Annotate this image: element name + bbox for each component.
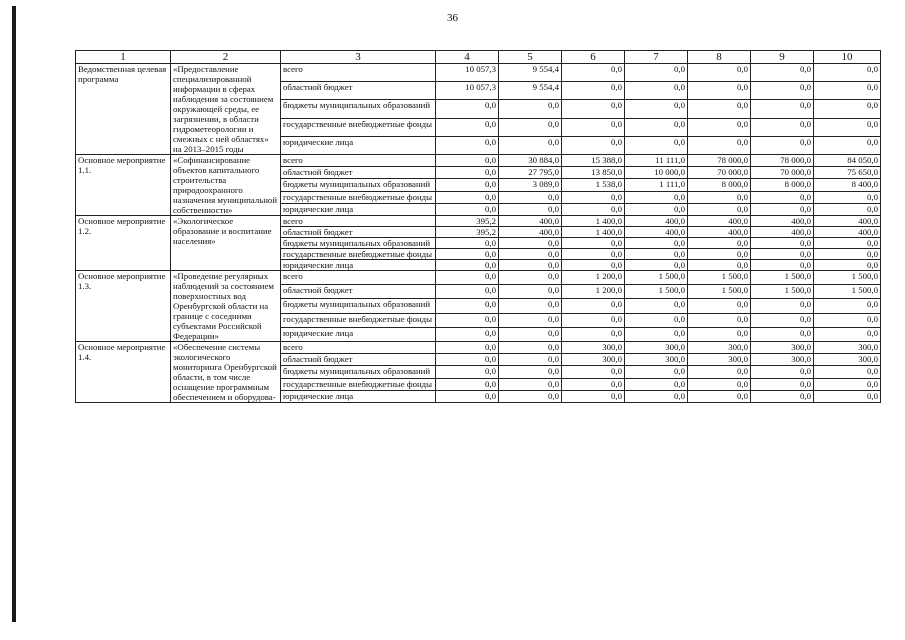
amount-cell: 0,0 — [562, 378, 625, 390]
amount-cell: 11 111,0 — [625, 155, 688, 167]
amount-cell: 300,0 — [814, 354, 881, 366]
amount-cell: 0,0 — [625, 82, 688, 100]
scan-edge-mark — [12, 6, 16, 622]
amount-cell: 0,0 — [625, 390, 688, 402]
amount-cell: 0,0 — [562, 238, 625, 249]
funding-source-cell: областной бюджет — [281, 167, 436, 179]
funding-source-cell: юридические лица — [281, 260, 436, 271]
amount-cell: 10 000,0 — [625, 167, 688, 179]
amount-cell: 300,0 — [562, 342, 625, 354]
amount-cell: 0,0 — [436, 249, 499, 260]
amount-cell: 0,0 — [499, 260, 562, 271]
amount-cell: 78 000,0 — [751, 155, 814, 167]
funding-source-cell: областной бюджет — [281, 354, 436, 366]
amount-cell: 0,0 — [625, 100, 688, 118]
amount-cell: 0,0 — [814, 82, 881, 100]
amount-cell: 0,0 — [499, 299, 562, 313]
amount-cell: 300,0 — [814, 342, 881, 354]
amount-cell: 0,0 — [688, 82, 751, 100]
amount-cell: 0,0 — [499, 249, 562, 260]
funding-source-cell: бюджеты муниципальных образований — [281, 299, 436, 313]
program-type-cell: Ведомственная целевая программа — [76, 64, 171, 155]
amount-cell: 0,0 — [625, 118, 688, 136]
column-header: 10 — [814, 51, 881, 64]
funding-source-cell: юридические лица — [281, 327, 436, 341]
funding-source-cell: государственные внебюджетные фонды — [281, 191, 436, 203]
amount-cell: 0,0 — [688, 191, 751, 203]
amount-cell: 0,0 — [814, 191, 881, 203]
amount-cell: 0,0 — [625, 203, 688, 215]
column-header: 6 — [562, 51, 625, 64]
amount-cell: 0,0 — [751, 299, 814, 313]
program-type-cell: Основное мероприятие 1.1. — [76, 155, 171, 216]
amount-cell: 0,0 — [625, 249, 688, 260]
program-name-cell: «Проведение регулярных наблюдений за состоянием поверхностных вод Оренбургской области на границе с соседними субъектами Российской Федерации» — [171, 271, 281, 342]
amount-cell: 0,0 — [625, 191, 688, 203]
amount-cell: 1 111,0 — [625, 179, 688, 191]
amount-cell: 8 000,0 — [688, 179, 751, 191]
amount-cell: 0,0 — [751, 191, 814, 203]
amount-cell: 0,0 — [688, 299, 751, 313]
amount-cell: 0,0 — [751, 327, 814, 341]
amount-cell: 0,0 — [436, 118, 499, 136]
table-row — [76, 216, 881, 227]
amount-cell: 0,0 — [751, 378, 814, 390]
amount-cell: 0,0 — [814, 390, 881, 402]
amount-cell: 0,0 — [436, 238, 499, 249]
amount-cell: 0,0 — [814, 313, 881, 327]
funding-source-cell: государственные внебюджетные фонды — [281, 313, 436, 327]
amount-cell: 3 089,0 — [499, 179, 562, 191]
amount-cell: 300,0 — [625, 354, 688, 366]
column-header: 4 — [436, 51, 499, 64]
amount-cell: 0,0 — [436, 299, 499, 313]
program-type-cell: Основное мероприятие 1.4. — [76, 342, 171, 403]
amount-cell: 9 554,4 — [499, 82, 562, 100]
amount-cell: 0,0 — [436, 378, 499, 390]
amount-cell: 0,0 — [814, 249, 881, 260]
funding-source-cell: всего — [281, 342, 436, 354]
program-name-cell: «Экологическое образование и воспитание населения» — [171, 216, 281, 271]
amount-cell: 0,0 — [436, 366, 499, 378]
amount-cell: 0,0 — [562, 366, 625, 378]
amount-cell: 1 200,0 — [562, 285, 625, 299]
amount-cell: 1 200,0 — [562, 271, 625, 285]
amount-cell: 0,0 — [436, 271, 499, 285]
amount-cell: 0,0 — [688, 378, 751, 390]
amount-cell: 13 850,0 — [562, 167, 625, 179]
amount-cell: 0,0 — [499, 390, 562, 402]
amount-cell: 300,0 — [625, 342, 688, 354]
amount-cell: 0,0 — [814, 366, 881, 378]
amount-cell: 0,0 — [751, 366, 814, 378]
amount-cell: 0,0 — [499, 285, 562, 299]
amount-cell: 0,0 — [751, 64, 814, 82]
amount-cell: 0,0 — [625, 299, 688, 313]
amount-cell: 1 538,0 — [562, 179, 625, 191]
budget-table-body — [76, 51, 881, 403]
amount-cell: 0,0 — [562, 390, 625, 402]
amount-cell: 0,0 — [688, 327, 751, 341]
amount-cell: 300,0 — [688, 354, 751, 366]
amount-cell: 1 500,0 — [688, 271, 751, 285]
column-header: 2 — [171, 51, 281, 64]
amount-cell: 0,0 — [625, 366, 688, 378]
column-header: 1 — [76, 51, 171, 64]
amount-cell: 1 400,0 — [562, 216, 625, 227]
amount-cell: 0,0 — [562, 136, 625, 154]
amount-cell: 400,0 — [688, 216, 751, 227]
amount-cell: 0,0 — [436, 285, 499, 299]
amount-cell: 1 500,0 — [625, 285, 688, 299]
amount-cell: 0,0 — [688, 64, 751, 82]
amount-cell: 15 388,0 — [562, 155, 625, 167]
amount-cell: 0,0 — [499, 100, 562, 118]
amount-cell: 0,0 — [625, 327, 688, 341]
amount-cell: 0,0 — [814, 203, 881, 215]
amount-cell: 0,0 — [751, 313, 814, 327]
amount-cell: 0,0 — [751, 136, 814, 154]
amount-cell: 0,0 — [751, 260, 814, 271]
amount-cell: 0,0 — [499, 313, 562, 327]
amount-cell: 0,0 — [562, 327, 625, 341]
funding-source-cell: областной бюджет — [281, 82, 436, 100]
amount-cell: 0,0 — [562, 249, 625, 260]
amount-cell: 300,0 — [751, 354, 814, 366]
program-type-cell: Основное мероприятие 1.2. — [76, 216, 171, 271]
amount-cell: 0,0 — [751, 82, 814, 100]
amount-cell: 1 400,0 — [562, 227, 625, 238]
funding-source-cell: бюджеты муниципальных образований — [281, 238, 436, 249]
amount-cell: 0,0 — [436, 342, 499, 354]
amount-cell: 0,0 — [751, 390, 814, 402]
column-header: 3 — [281, 51, 436, 64]
amount-cell: 0,0 — [436, 100, 499, 118]
amount-cell: 0,0 — [814, 64, 881, 82]
funding-source-cell: всего — [281, 155, 436, 167]
amount-cell: 0,0 — [688, 249, 751, 260]
amount-cell: 27 795,0 — [499, 167, 562, 179]
amount-cell: 78 000,0 — [688, 155, 751, 167]
funding-source-cell: государственные внебюджетные фонды — [281, 249, 436, 260]
amount-cell: 0,0 — [688, 118, 751, 136]
column-header: 5 — [499, 51, 562, 64]
amount-cell: 0,0 — [562, 100, 625, 118]
amount-cell: 0,0 — [814, 136, 881, 154]
table-row — [76, 155, 881, 167]
amount-cell: 300,0 — [688, 342, 751, 354]
amount-cell: 0,0 — [688, 260, 751, 271]
amount-cell: 0,0 — [499, 378, 562, 390]
amount-cell: 0,0 — [751, 238, 814, 249]
amount-cell: 0,0 — [562, 299, 625, 313]
program-name-cell: «Предоставление специализированной информации в сферах наблюдения за состоянием окружающей среды, ее загрязнении, в области гидрометеорологии и смежных с ней областях» на 2013–2015 годы — [171, 64, 281, 155]
amount-cell: 8 400,0 — [814, 179, 881, 191]
funding-source-cell: областной бюджет — [281, 285, 436, 299]
amount-cell: 0,0 — [499, 136, 562, 154]
amount-cell: 84 050,0 — [814, 155, 881, 167]
amount-cell: 0,0 — [688, 313, 751, 327]
amount-cell: 0,0 — [562, 118, 625, 136]
amount-cell: 0,0 — [688, 100, 751, 118]
amount-cell: 0,0 — [625, 313, 688, 327]
amount-cell: 0,0 — [625, 64, 688, 82]
amount-cell: 0,0 — [751, 203, 814, 215]
amount-cell: 0,0 — [436, 313, 499, 327]
amount-cell: 0,0 — [625, 378, 688, 390]
amount-cell: 0,0 — [562, 313, 625, 327]
amount-cell: 300,0 — [562, 354, 625, 366]
amount-cell: 0,0 — [436, 327, 499, 341]
amount-cell: 300,0 — [751, 342, 814, 354]
amount-cell: 400,0 — [814, 216, 881, 227]
amount-cell: 75 650,0 — [814, 167, 881, 179]
funding-source-cell: всего — [281, 64, 436, 82]
amount-cell: 395,2 — [436, 216, 499, 227]
amount-cell: 0,0 — [625, 238, 688, 249]
amount-cell: 0,0 — [688, 203, 751, 215]
amount-cell: 0,0 — [688, 136, 751, 154]
amount-cell: 1 500,0 — [688, 285, 751, 299]
column-header: 8 — [688, 51, 751, 64]
amount-cell: 0,0 — [814, 299, 881, 313]
amount-cell: 0,0 — [436, 191, 499, 203]
funding-source-cell: всего — [281, 216, 436, 227]
amount-cell: 0,0 — [499, 238, 562, 249]
funding-source-cell: юридические лица — [281, 390, 436, 402]
amount-cell: 400,0 — [625, 216, 688, 227]
amount-cell: 0,0 — [751, 100, 814, 118]
funding-source-cell: областной бюджет — [281, 227, 436, 238]
amount-cell: 0,0 — [499, 342, 562, 354]
amount-cell: 0,0 — [688, 238, 751, 249]
amount-cell: 70 000,0 — [751, 167, 814, 179]
amount-cell: 0,0 — [436, 354, 499, 366]
amount-cell: 0,0 — [562, 82, 625, 100]
program-name-cell: «Софинансирование объектов капитального строительства природоохранного назначения муниципальной собственности» — [171, 155, 281, 216]
amount-cell: 400,0 — [814, 227, 881, 238]
page-number: 36 — [447, 12, 458, 24]
amount-cell: 400,0 — [499, 216, 562, 227]
amount-cell: 0,0 — [814, 118, 881, 136]
amount-cell: 8 000,0 — [751, 179, 814, 191]
funding-source-cell: бюджеты муниципальных образований — [281, 100, 436, 118]
amount-cell: 0,0 — [499, 366, 562, 378]
table-row — [76, 64, 881, 82]
amount-cell: 0,0 — [814, 100, 881, 118]
program-type-cell: Основное мероприятие 1.3. — [76, 271, 171, 342]
program-name-cell: «Обеспечение системы экологического мониторинга Оренбургской области, в том числе оснащение программным обеспечением и оборудова- — [171, 342, 281, 403]
amount-cell: 0,0 — [625, 260, 688, 271]
amount-cell: 0,0 — [814, 327, 881, 341]
amount-cell: 395,2 — [436, 227, 499, 238]
amount-cell: 0,0 — [562, 203, 625, 215]
table-row — [76, 342, 881, 354]
amount-cell: 0,0 — [499, 327, 562, 341]
funding-source-cell: государственные внебюджетные фонды — [281, 118, 436, 136]
amount-cell: 0,0 — [499, 118, 562, 136]
amount-cell: 70 000,0 — [688, 167, 751, 179]
funding-source-cell: всего — [281, 271, 436, 285]
amount-cell: 0,0 — [499, 203, 562, 215]
funding-source-cell: юридические лица — [281, 203, 436, 215]
amount-cell: 0,0 — [436, 203, 499, 215]
budget-table — [75, 50, 881, 403]
amount-cell: 0,0 — [499, 271, 562, 285]
funding-source-cell: государственные внебюджетные фонды — [281, 378, 436, 390]
amount-cell: 10 057,3 — [436, 82, 499, 100]
amount-cell: 0,0 — [562, 64, 625, 82]
funding-source-cell: бюджеты муниципальных образований — [281, 366, 436, 378]
amount-cell: 1 500,0 — [751, 285, 814, 299]
amount-cell: 400,0 — [625, 227, 688, 238]
amount-cell: 1 500,0 — [814, 271, 881, 285]
amount-cell: 0,0 — [688, 366, 751, 378]
funding-source-cell: бюджеты муниципальных образований — [281, 179, 436, 191]
amount-cell: 0,0 — [436, 155, 499, 167]
funding-source-cell: юридические лица — [281, 136, 436, 154]
amount-cell: 0,0 — [499, 191, 562, 203]
amount-cell: 400,0 — [751, 216, 814, 227]
amount-cell: 0,0 — [436, 390, 499, 402]
amount-cell: 400,0 — [499, 227, 562, 238]
amount-cell: 0,0 — [814, 378, 881, 390]
amount-cell: 0,0 — [814, 260, 881, 271]
amount-cell: 400,0 — [688, 227, 751, 238]
amount-cell: 400,0 — [751, 227, 814, 238]
amount-cell: 0,0 — [751, 118, 814, 136]
amount-cell: 0,0 — [562, 191, 625, 203]
amount-cell: 10 057,3 — [436, 64, 499, 82]
column-header: 7 — [625, 51, 688, 64]
amount-cell: 1 500,0 — [625, 271, 688, 285]
amount-cell: 0,0 — [625, 136, 688, 154]
amount-cell: 0,0 — [562, 260, 625, 271]
amount-cell: 0,0 — [436, 167, 499, 179]
amount-cell: 1 500,0 — [814, 285, 881, 299]
amount-cell: 1 500,0 — [751, 271, 814, 285]
amount-cell: 0,0 — [751, 249, 814, 260]
table-row — [76, 271, 881, 285]
amount-cell: 0,0 — [499, 354, 562, 366]
column-number-row — [76, 51, 881, 64]
amount-cell: 0,0 — [436, 260, 499, 271]
amount-cell: 0,0 — [436, 136, 499, 154]
amount-cell: 9 554,4 — [499, 64, 562, 82]
amount-cell: 0,0 — [688, 390, 751, 402]
column-header: 9 — [751, 51, 814, 64]
amount-cell: 30 884,0 — [499, 155, 562, 167]
amount-cell: 0,0 — [814, 238, 881, 249]
amount-cell: 0,0 — [436, 179, 499, 191]
